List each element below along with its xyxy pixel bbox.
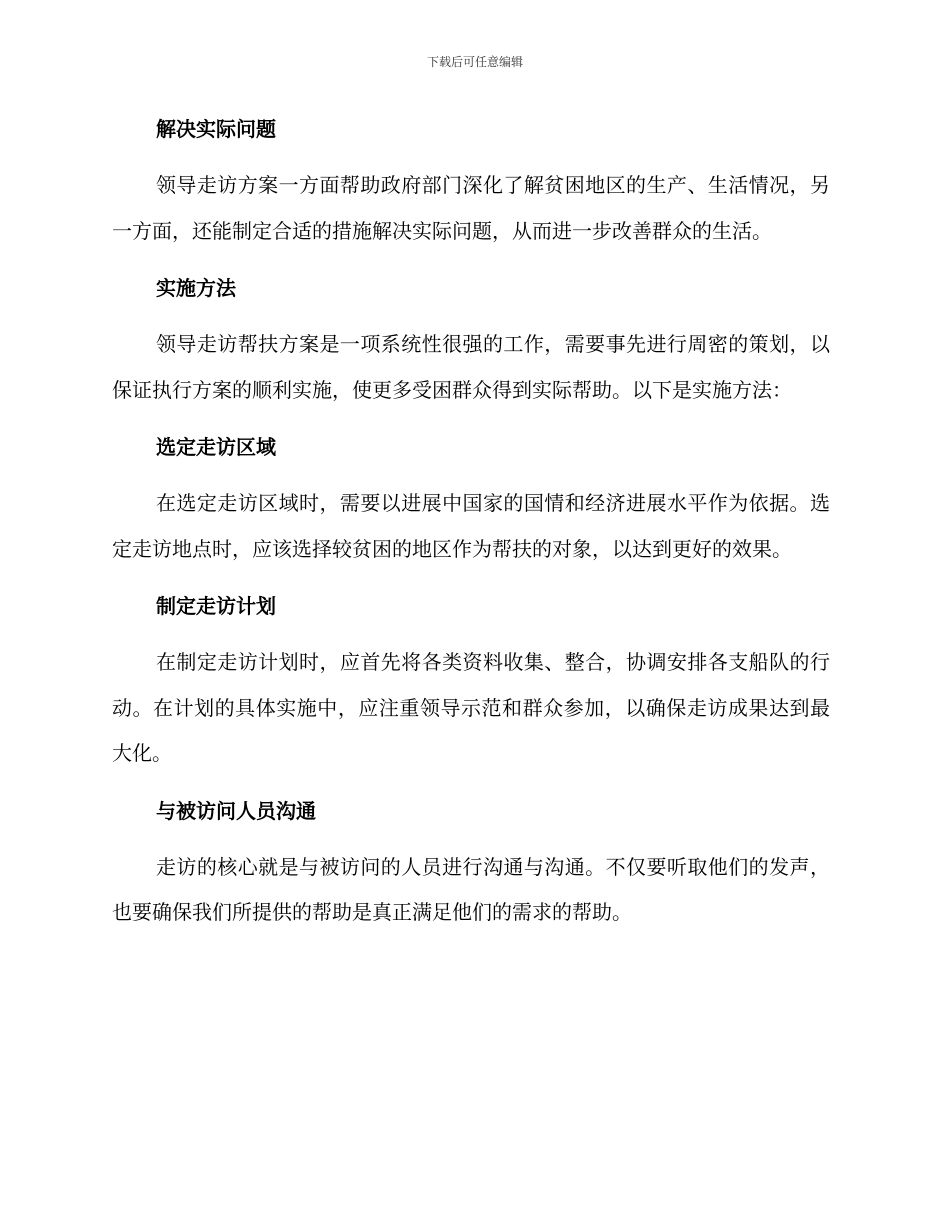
section-paragraph: 走访的核心就是与被访问的人员进行沟通与沟通。不仅要听取他们的发声，也要确保我们所提供的帮助是真正满足他们的需求的帮助。 (112, 854, 830, 924)
section-paragraph: 领导走访方案一方面帮助政府部门深化了解贫困地区的生产、生活情况，另一方面，还能制定合适的措施解决实际问题，从而进一步改善群众的生活。 (112, 173, 830, 243)
section-visit-plan (112, 583, 830, 788)
document-body (112, 106, 830, 936)
section-implementation-methods (112, 265, 830, 424)
section-heading: 制定走访计划 (156, 594, 276, 618)
section-heading: 实施方法 (156, 276, 236, 300)
section-paragraph: 领导走访帮扶方案是一项系统性很强的工作，需要事先进行周密的策划，以保证执行方案的顺利实施，使更多受困群众得到实际帮助。以下是实施方法： (112, 332, 830, 402)
page-header-note: 下载后可任意编辑 (426, 55, 523, 69)
section-paragraph: 在选定走访区域时，需要以进展中国家的国情和经济进展水平作为依据。选定走访地点时，应该选择较贫困的地区作为帮扶的对象，以达到更好的效果。 (112, 491, 830, 561)
section-paragraph: 在制定走访计划时，应首先将各类资料收集、整合，协调安排各支船队的行动。在计划的具体实施中，应注重领导示范和群众参加，以确保走访成果达到最大化。 (112, 650, 830, 765)
section-heading: 解决实际问题 (156, 117, 276, 141)
section-select-visit-area (112, 424, 830, 583)
section-communicate-with-visitees (112, 788, 830, 936)
section-heading: 选定走访区域 (156, 435, 276, 459)
section-solve-problems (112, 106, 830, 265)
section-heading: 与被访问人员沟通 (156, 798, 316, 823)
